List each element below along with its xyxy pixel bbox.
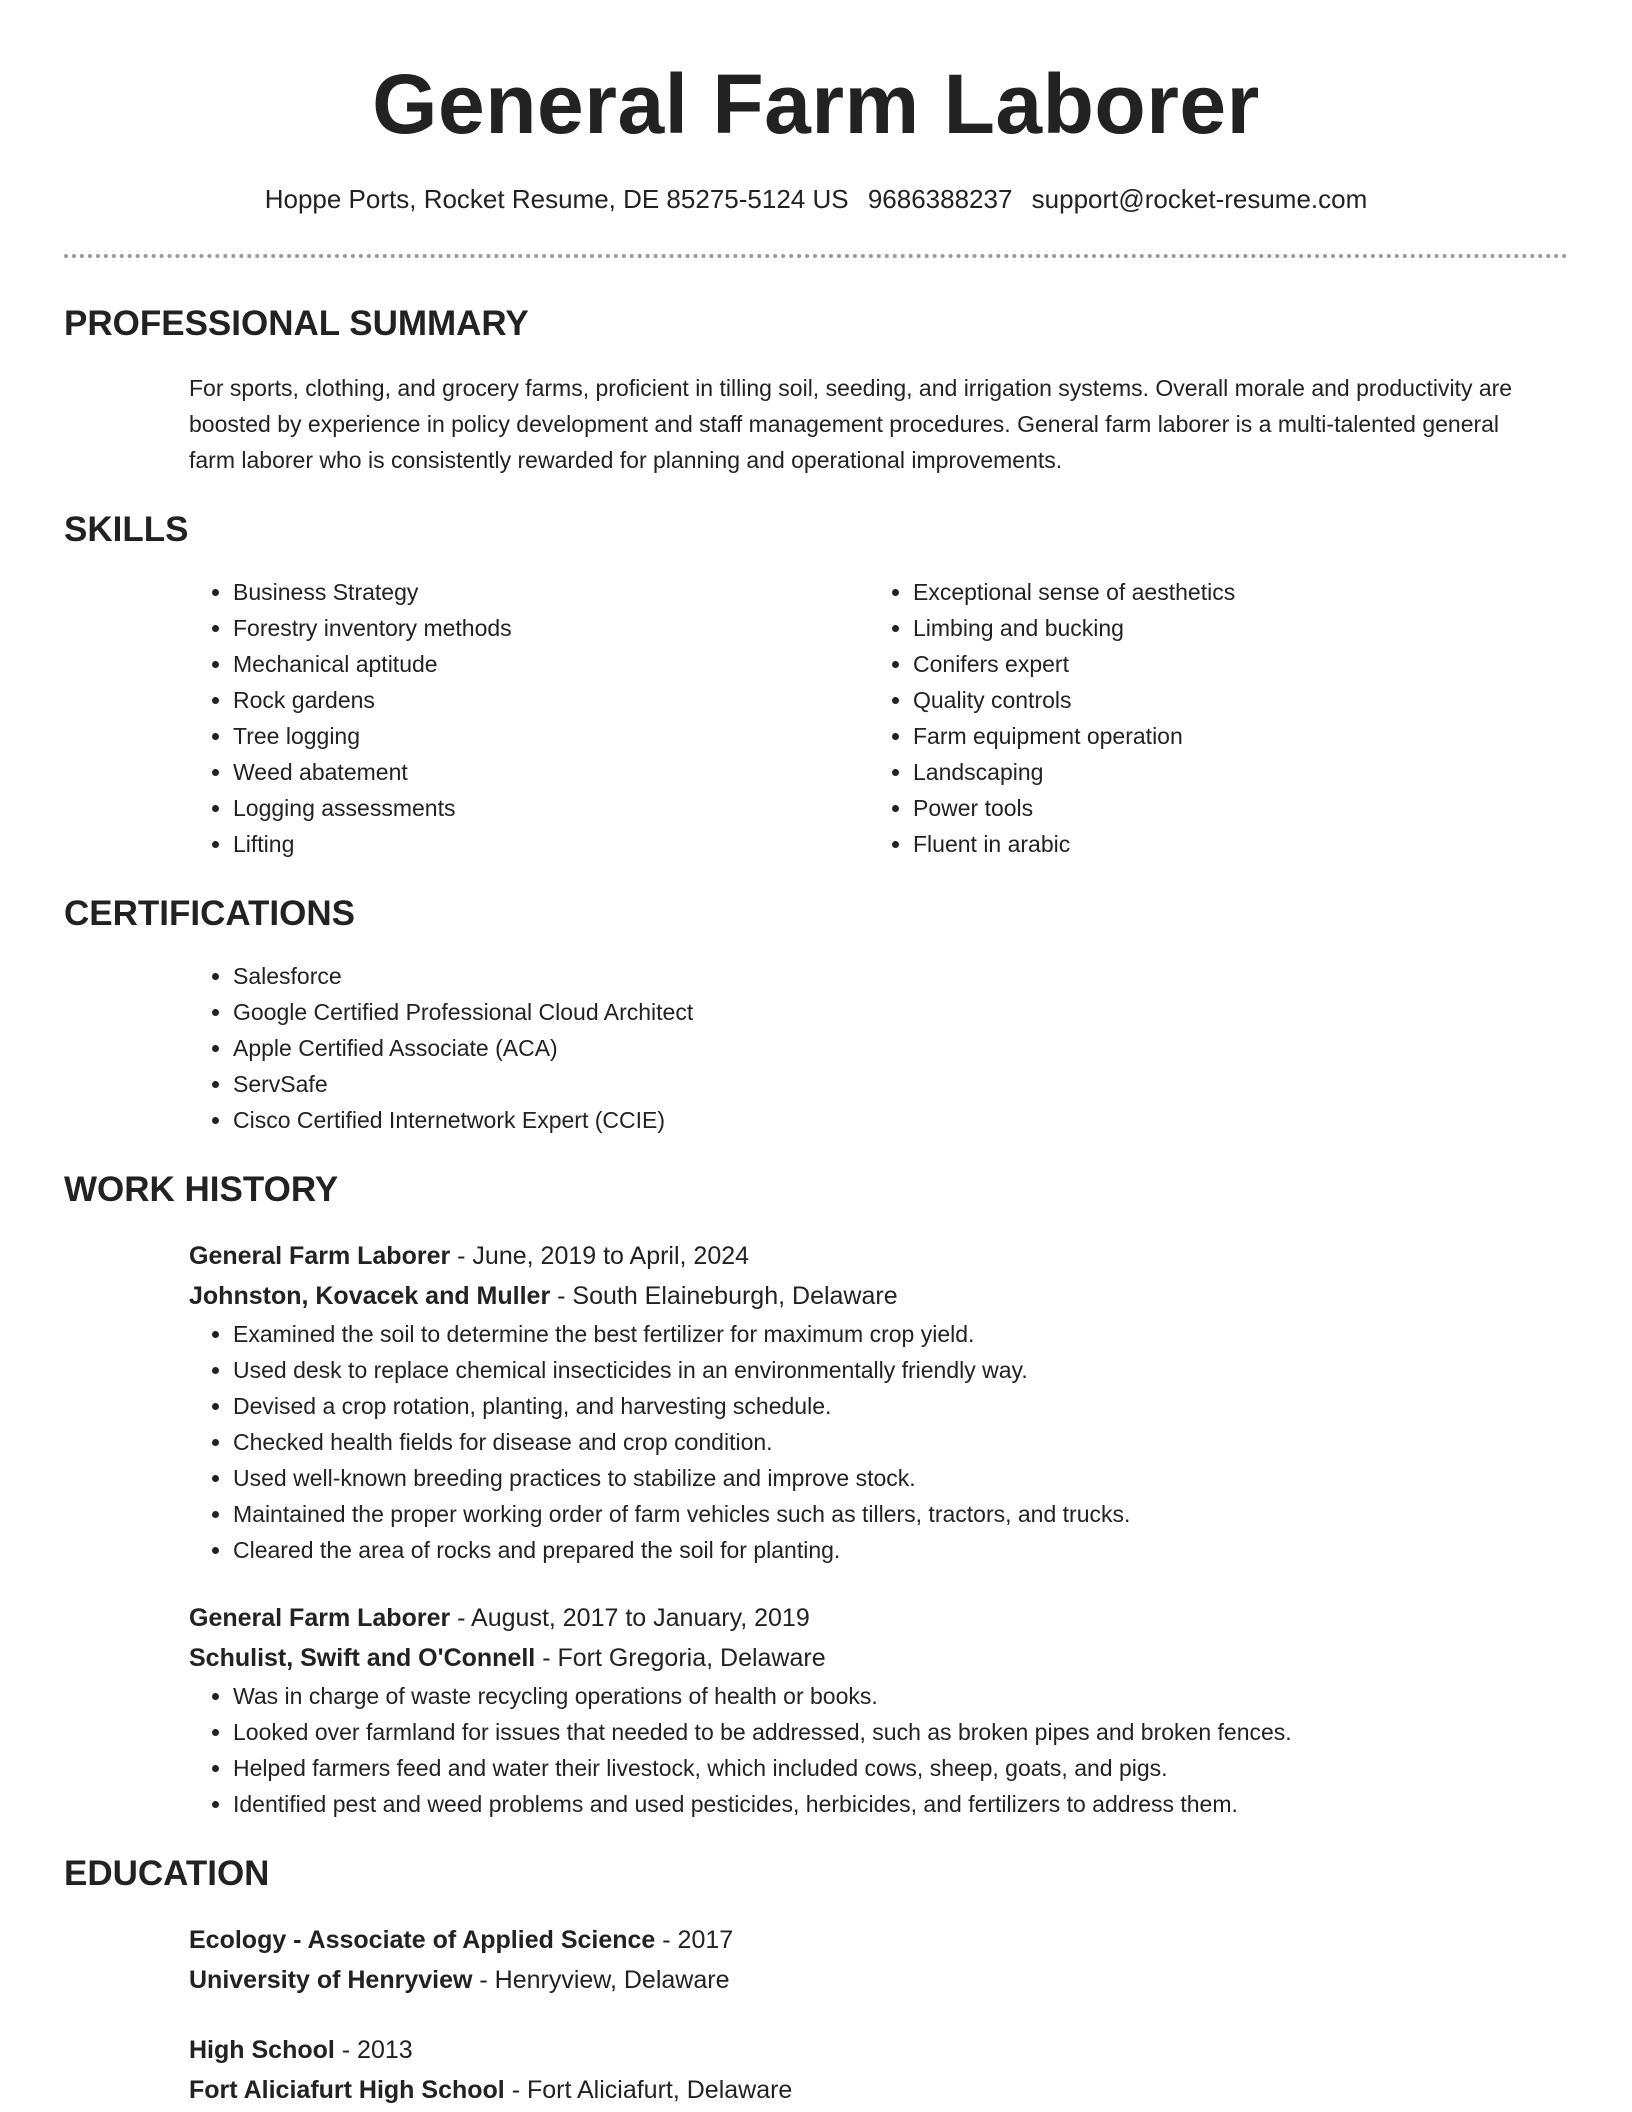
skills-column-right: [869, 574, 1489, 862]
skill-item: • Farm equipment operation: [913, 718, 1489, 754]
certification-item: • Apple Certified Associate (ACA): [233, 1030, 1568, 1066]
skill-item: • Logging assessments: [233, 790, 869, 826]
job-duty: • Used well-known breeding practices to stabilize and improve stock.: [233, 1460, 1568, 1496]
skill-item: • Forestry inventory methods: [233, 610, 869, 646]
certifications-bullets: [189, 958, 1568, 1138]
job-entry: [189, 1598, 1568, 1822]
skills-column-left: [189, 574, 869, 862]
education-location: - Fort Aliciafurt, Delaware: [504, 2076, 793, 2104]
job-dates: - August, 2017 to January, 2019: [450, 1604, 810, 1632]
skill-item: • Fluent in arabic: [913, 826, 1489, 862]
job-duty: • Maintained the proper working order of farm vehicles such as tillers, tractors, and trucks.: [233, 1496, 1568, 1532]
job-duty: • Examined the soil to determine the best fertilizer for maximum crop yield.: [233, 1316, 1568, 1352]
skill-item: • Exceptional sense of aesthetics: [913, 574, 1489, 610]
job-company-line: [189, 1276, 1568, 1316]
skills-list: [189, 574, 1568, 862]
education-heading: EDUCATION: [64, 1854, 270, 1893]
header-divider: [64, 254, 1568, 258]
certification-item: • Salesforce: [233, 958, 1568, 994]
education-school: Fort Aliciafurt High School: [189, 2076, 505, 2104]
job-duty: • Devised a crop rotation, planting, and harvesting schedule.: [233, 1388, 1568, 1424]
job-role: General Farm Laborer: [189, 1604, 451, 1632]
certifications-heading: CERTIFICATIONS: [64, 894, 356, 933]
work-history-heading: WORK HISTORY: [64, 1170, 339, 1209]
skill-item: • Tree logging: [233, 718, 869, 754]
job-role: General Farm Laborer: [189, 1242, 451, 1270]
summary-text: For sports, clothing, and grocery farms, proficient in tilling soil, seeding, and irrigation systems. Overall morale and productivity are boosted by experience in policy development and staff management procedures. General farm laborer is a multi-talented general farm laborer who is consistently rewarded for planning and operational improvements.: [189, 375, 1513, 473]
job-duty: • Cleared the area of rocks and prepared the soil for planting.: [233, 1532, 1568, 1568]
job-company-line: [189, 1638, 1568, 1678]
job-duties: [189, 1316, 1568, 1568]
education-year: - 2013: [334, 2036, 413, 2064]
skill-item: • Business Strategy: [233, 574, 869, 610]
job-duty: • Looked over farmland for issues that needed to be addressed, such as broken pipes and broken fences.: [233, 1714, 1568, 1750]
job-company: Johnston, Kovacek and Muller: [189, 1282, 551, 1310]
contact-address: Hoppe Ports, Rocket Resume, DE 85275-5124 US: [264, 184, 849, 214]
skill-item: • Rock gardens: [233, 682, 869, 718]
job-duty: • Identified pest and weed problems and used pesticides, herbicides, and fertilizers to address them.: [233, 1786, 1568, 1822]
education-location: - Henryview, Delaware: [472, 1966, 730, 1994]
summary-heading: PROFESSIONAL SUMMARY: [64, 304, 529, 343]
skills-heading: SKILLS: [64, 510, 189, 549]
certification-item: • ServSafe: [233, 1066, 1568, 1102]
education-degree-line: [189, 2030, 1568, 2070]
resume-name: General Farm Laborer: [372, 57, 1260, 151]
education-school-line: [189, 1960, 1568, 2000]
job-location: - Fort Gregoria, Delaware: [535, 1644, 826, 1672]
education-entry: [189, 2030, 1568, 2110]
certifications-list: [189, 958, 1568, 1138]
job-company: Schulist, Swift and O'Connell: [189, 1644, 536, 1672]
skill-item: • Power tools: [913, 790, 1489, 826]
contact-phone: 9686388237: [867, 184, 1013, 214]
skill-item: • Quality controls: [913, 682, 1489, 718]
education-degree: High School: [189, 2036, 335, 2064]
skill-item: • Weed abatement: [233, 754, 869, 790]
education-degree-line: [189, 1920, 1568, 1960]
education-school-line: [189, 2070, 1568, 2110]
education-school: University of Henryview: [189, 1966, 473, 1994]
job-entry: [189, 1236, 1568, 1568]
contact-email[interactable]: support@rocket-resume.com: [1031, 184, 1368, 214]
skill-item: • Conifers expert: [913, 646, 1489, 682]
job-duty: • Used desk to replace chemical insecticides in an environmentally friendly way.: [233, 1352, 1568, 1388]
job-duties: [189, 1678, 1568, 1822]
job-dates: - June, 2019 to April, 2024: [450, 1242, 750, 1270]
job-duty: • Checked health fields for disease and crop condition.: [233, 1424, 1568, 1460]
contact-line: [64, 182, 1568, 216]
skill-item: • Limbing and bucking: [913, 610, 1489, 646]
education-entry: [189, 1920, 1568, 2000]
certification-item: • Google Certified Professional Cloud Architect: [233, 994, 1568, 1030]
job-location: - South Elaineburgh, Delaware: [550, 1282, 898, 1310]
skill-item: • Mechanical aptitude: [233, 646, 869, 682]
job-duty: • Helped farmers feed and water their livestock, which included cows, sheep, goats, and pigs.: [233, 1750, 1568, 1786]
job-title-line: [189, 1598, 1568, 1638]
education-year: - 2017: [655, 1926, 734, 1954]
job-title-line: [189, 1236, 1568, 1276]
skill-item: • Landscaping: [913, 754, 1489, 790]
job-duty: • Was in charge of waste recycling operations of health or books.: [233, 1678, 1568, 1714]
education-degree: Ecology - Associate of Applied Science: [189, 1926, 656, 1954]
certification-item: • Cisco Certified Internetwork Expert (CCIE): [233, 1102, 1568, 1138]
skill-item: • Lifting: [233, 826, 869, 862]
